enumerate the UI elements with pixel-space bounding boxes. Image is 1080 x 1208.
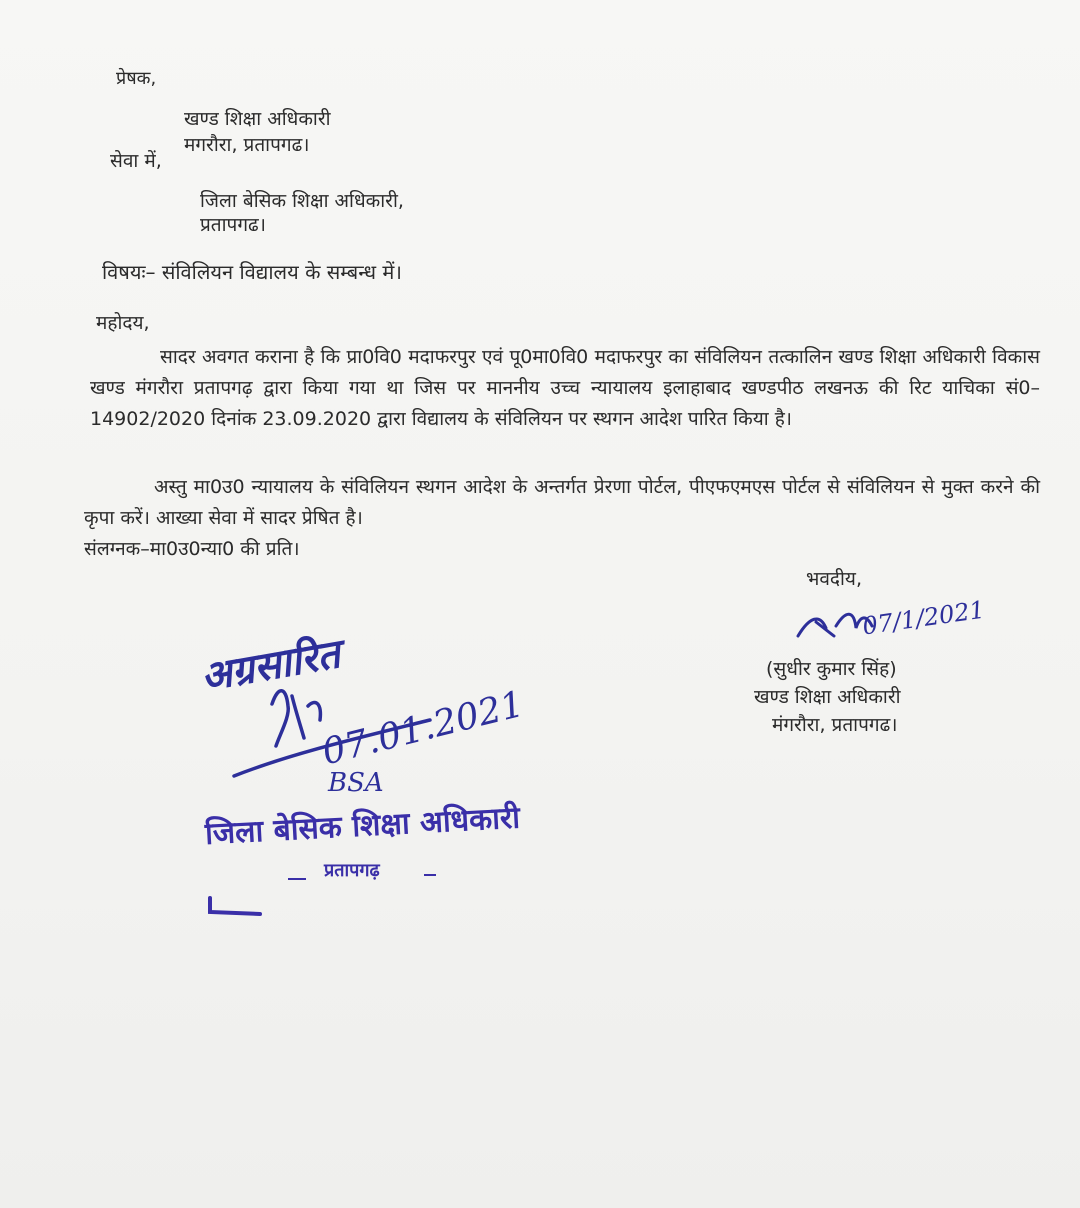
office-stamp-title: जिला बेसिक शिक्षा अधिकारी: [204, 800, 521, 852]
body-paragraph-2: [84, 472, 1040, 534]
officer-name: (सुधीर कुमार सिंह): [766, 658, 897, 680]
body-paragraph-2-text: अस्तु मा0उ0 न्यायालय के संविलियन स्थगन आदेश के अन्तर्गत प्रेरणा पोर्टल, पीएफएमएस पोर्टल से संविलियन से मुक्त करने की कृपा करें। आख्या सेवा में सादर प्रेषित है।: [84, 476, 1040, 529]
stamp-dash-left: [288, 878, 306, 880]
stamp-corner-icon: [206, 894, 266, 920]
salutation: महोदय,: [96, 312, 150, 334]
sender-label: प्रेषक,: [116, 68, 157, 89]
stamp-dash-right: [424, 874, 436, 876]
body-paragraph-1-text: सादर अवगत कराना है कि प्रा0वि0 मदाफरपुर एवं पू0मा0वि0 मदाफरपुर का संविलियन तत्कालिन खण्ड शिक्षा अधिकारी विकास खण्ड मंगरौरा प्रतापगढ़ द्वारा किया गया था जिस पर माननीय उच्च न्यायालय इलाहाबाद खण्डपीठ लखनऊ की रिट याचिका सं0–14902/2020 दिनांक 23.09.2020 द्वारा विद्यालय के संविलियन पर स्थगन आदेश पारित किया है।: [90, 346, 1040, 430]
sender-address: मगरौरा, प्रतापगढ।: [184, 134, 310, 156]
enclosure-line: संलग्नक–मा0उ0न्या0 की प्रति।: [84, 538, 300, 560]
office-stamp: [204, 800, 544, 902]
officer-place: मंगरौरा, प्रतापगढ।: [772, 714, 898, 736]
office-stamp-place: प्रतापगढ़: [324, 860, 380, 881]
recipient-label: सेवा में,: [110, 150, 162, 172]
officer-designation: खण्ड शिक्षा अधिकारी: [754, 686, 901, 708]
recipient-designation: जिला बेसिक शिक्षा अधिकारी,: [200, 190, 404, 212]
forwarding-note: अग्रसारित: [197, 630, 344, 701]
subject-line: विषयः– संविलियन विद्यालय के सम्बन्ध में।: [102, 260, 402, 284]
recipient-address: प्रतापगढ।: [200, 214, 266, 236]
signature-date: 07/1/2021: [860, 595, 987, 641]
closing-yours: भवदीय,: [806, 568, 862, 590]
forwarding-date: 07.01.2021: [318, 683, 529, 774]
stamp-corner-mark: [206, 894, 266, 920]
forwarding-initials: BSA: [328, 768, 384, 798]
sender-designation: खण्ड शिक्षा अधिकारी: [184, 108, 331, 130]
body-paragraph-1: [90, 342, 1040, 435]
